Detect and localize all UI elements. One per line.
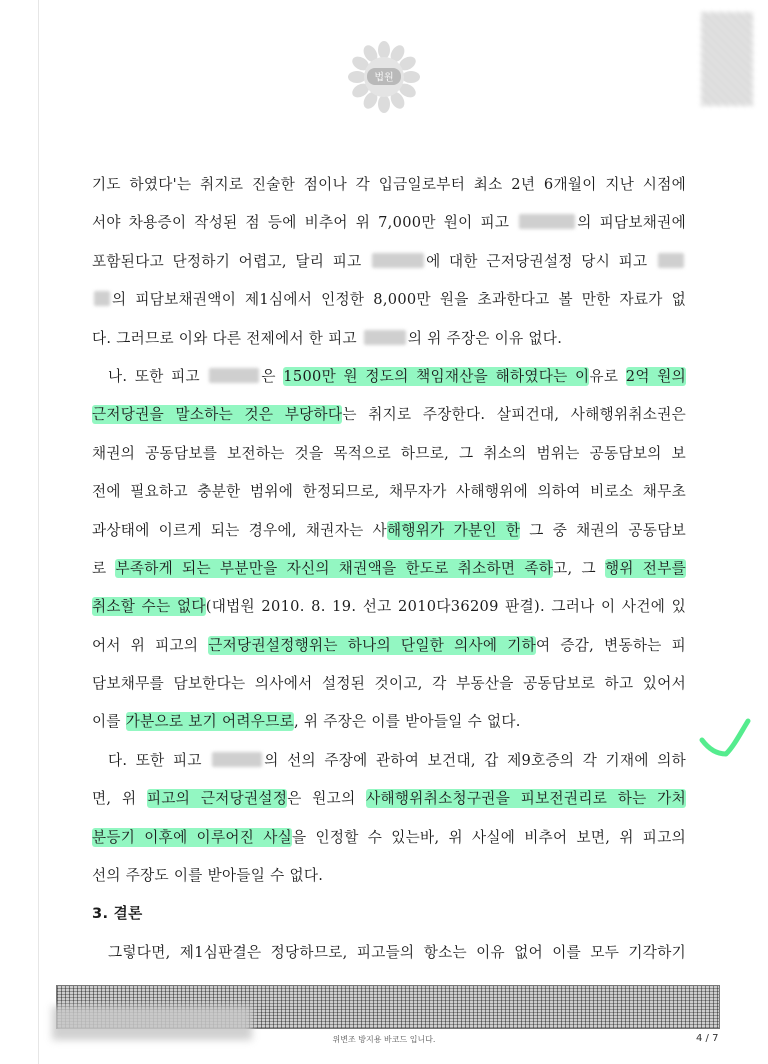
text-line — [92, 742, 686, 780]
text-segment: 면, 위 — [92, 790, 148, 808]
text-line — [92, 588, 686, 626]
text-segment: 선의 주장도 이를 받아들일 수 없다. — [92, 867, 324, 885]
text-line — [92, 627, 686, 665]
redacted-name — [209, 368, 259, 383]
text-segment: 유로 — [589, 367, 626, 385]
text-segment: 의 피담보채권에 — [577, 214, 686, 232]
text-line — [92, 435, 686, 473]
highlighted-text: 가분으로 보기 어려우므로 — [125, 713, 294, 731]
text-segment: 기도 하였다'는 취지로 진술한 점이나 각 입금일로부터 최소 2년 6개월이 지난 시점에 — [92, 176, 686, 193]
text-segment: 포함된다고 단정하기 어렵고, 달리 피고 — [92, 252, 371, 270]
text-line — [92, 320, 686, 358]
text-line — [92, 857, 686, 895]
text-segment: 서야 차용증이 작성된 점 등에 비추어 위 7,000만 원이 피고 — [92, 214, 518, 232]
text-segment: 은 — [261, 367, 284, 385]
text-line — [92, 166, 686, 204]
highlighted-text: 피고의 근저당권설정 — [147, 790, 288, 808]
text-segment: 은 원고의 — [287, 790, 367, 808]
text-line — [92, 780, 686, 818]
text-line — [92, 934, 686, 972]
redacted-name — [364, 330, 406, 345]
text-segment: 3. 결론 — [92, 905, 143, 923]
text-segment: 이를 — [92, 713, 126, 731]
court-seal-icon — [347, 40, 421, 114]
document-body — [92, 166, 686, 972]
text-segment: 과상태에 이르게 되는 경우에, 채권자는 사 — [92, 521, 387, 539]
highlighted-text: 2억 원의 — [625, 367, 687, 385]
redacted-name — [94, 291, 110, 306]
seal-text: 법원 — [374, 72, 394, 84]
text-segment: 담보채무를 담보한다는 의사에서 설정된 것이고, 각 부동산을 공동담보로 하고 있어서 — [92, 675, 686, 693]
text-line — [92, 243, 686, 281]
redacted-code — [701, 12, 753, 106]
text-line — [92, 512, 686, 550]
highlighted-text: 근저당권을 말소하는 것은 부당하다 — [92, 406, 343, 424]
highlighted-text: 해행위가 가분인 한 — [386, 521, 521, 539]
text-segment: 어서 위 피고의 — [92, 636, 209, 654]
highlighted-text: 취소할 수는 없다 — [92, 598, 206, 616]
text-segment: 그렇다면, 제1심판결은 정당하므로, 피고들의 항소는 이유 없어 이를 모두 기각하기 — [108, 943, 686, 961]
highlighted-text: 근저당권설정행위는 하나의 단일한 의사에 기하 — [208, 636, 537, 654]
page-edge — [38, 0, 39, 1064]
text-segment: 의 피담보채권액이 제1심에서 인정한 8,000만 원을 초과한다고 볼 만한 자료가 없 — [112, 291, 686, 309]
barcode-caption: 위변조 방지용 바코드 입니다. — [332, 1035, 436, 1044]
text-line — [92, 550, 686, 588]
highlighted-text: 행위 전부를 — [604, 559, 686, 577]
highlighted-text: 1500만 원 정도의 책임재산을 해하였다는 이 — [283, 367, 590, 385]
text-line — [92, 358, 686, 396]
redacted-name — [212, 752, 262, 767]
text-segment: 의 선의 주장에 관하여 보건대, 갑 제9호증의 각 기재에 의하 — [264, 751, 686, 769]
text-segment: 여 증감, 변동하는 피 — [536, 636, 686, 654]
text-line — [92, 703, 686, 741]
text-line — [92, 473, 686, 511]
text-line — [92, 281, 686, 319]
text-segment: 을 인정할 수 있는바, 위 사실에 비추어 보면, 위 피고의 — [292, 828, 686, 846]
text-segment: 그 중 채권의 공동담보 — [520, 521, 686, 539]
text-segment: , 위 주장은 이를 받아들일 수 없다. — [294, 713, 521, 731]
text-segment: 로 — [92, 559, 116, 577]
text-line — [92, 396, 686, 434]
text-segment: 의 위 주장은 이유 없다. — [407, 329, 563, 347]
highlighted-text: 부족하게 되는 부분만을 자신의 채권액을 한도로 취소하면 족하 — [115, 559, 554, 577]
redacted-name — [658, 253, 684, 268]
text-line — [92, 665, 686, 703]
section-heading — [92, 895, 686, 933]
text-segment: 나. 또한 피고 — [108, 367, 208, 385]
highlighted-text: 분등기 이후에 이루어진 사실 — [92, 828, 293, 846]
highlighted-text: 사해행위취소청구권을 피보전권리로 하는 가처 — [366, 790, 686, 808]
text-line — [92, 204, 686, 242]
text-segment: 전에 필요하고 충분한 범위에 한정되므로, 채무자가 사해행위에 의하여 비로소 채무초 — [92, 483, 686, 501]
text-segment: 다. 또한 피고 — [108, 751, 211, 769]
check-mark-icon — [696, 718, 752, 774]
redacted-name — [372, 253, 424, 268]
text-segment: 다. 그러므로 이와 다른 전제에서 한 피고 — [92, 329, 362, 347]
text-segment: 채권의 공동담보를 보전하는 것을 목적으로 하므로, 그 취소의 범위는 공동담보의 보 — [92, 444, 686, 462]
redacted-name — [519, 214, 575, 229]
page-number: 4 / 7 — [696, 1033, 719, 1044]
text-segment: 에 대한 근저당권설정 당시 피고 — [426, 252, 656, 270]
text-segment: 고, 그 — [553, 559, 605, 577]
text-segment: 는 취지로 주장한다. 살피건대, 사해행위취소권은 — [342, 406, 686, 424]
text-line — [92, 819, 686, 857]
text-segment: (대법원 2010. 8. 19. 선고 2010다36209 판결). 그러나 이 사건에 있 — [205, 598, 686, 616]
